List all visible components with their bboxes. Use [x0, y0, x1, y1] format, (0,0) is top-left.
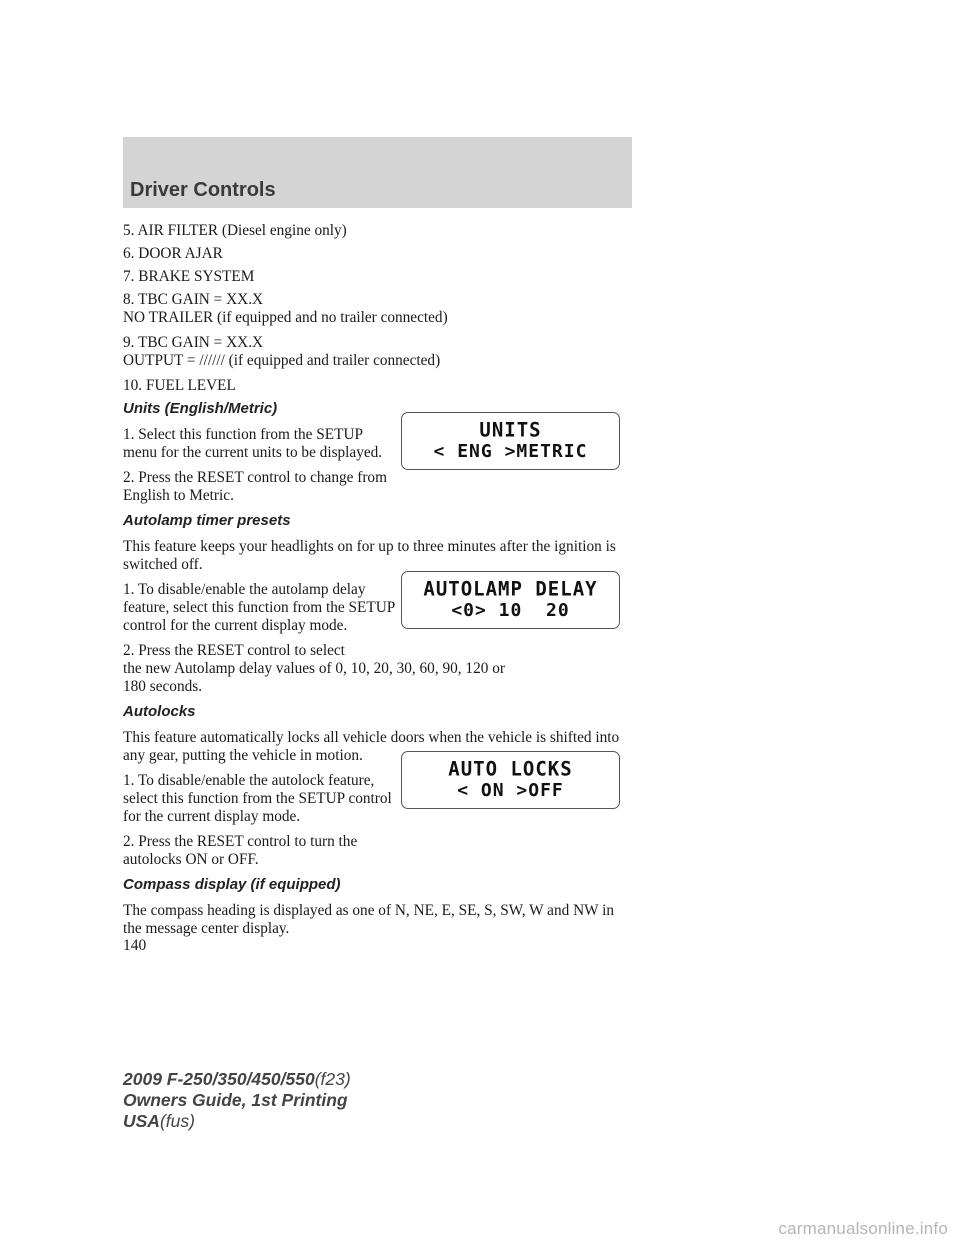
autolocks-display-line-2: < ON >OFF: [457, 780, 564, 801]
footer-model-code: (f23): [314, 1069, 351, 1089]
compass-heading: Compass display (if equipped): [123, 876, 341, 893]
units-display-line-1: UNITS: [479, 418, 542, 442]
units-step-2: 2. Press the RESET control to change from English to Metric.: [123, 469, 387, 504]
page-number: 140: [123, 937, 147, 954]
units-heading: Units (English/Metric): [123, 400, 278, 417]
autolamp-step-2-line-2: the new Autolamp delay values of 0, 10, 20, 30, 60, 90, 120 or: [123, 660, 505, 677]
footer-model: 2009 F-250/350/450/550: [123, 1069, 315, 1089]
list-item: 10. FUEL LEVEL: [123, 377, 236, 394]
list-item: 5. AIR FILTER (Diesel engine only): [123, 222, 347, 239]
autolamp-display-line-1: AUTOLAMP DELAY: [423, 577, 598, 601]
autolamp-display-illustration: [401, 571, 620, 629]
autolocks-intro: This feature automatically locks all vehicle doors when the vehicle is shifted into any gear, putting the vehicle in motion.: [123, 729, 620, 764]
autolamp-heading: Autolamp timer presets: [123, 512, 291, 529]
autolamp-intro: This feature keeps your headlights on for up to three minutes after the ignition is switched off.: [123, 538, 616, 573]
list-item: 6. DOOR AJAR: [123, 245, 223, 262]
list-item: 9. TBC GAIN = XX.X: [123, 334, 264, 351]
autolocks-display-illustration: [401, 751, 620, 809]
units-display-line-2: < ENG >METRIC: [433, 441, 588, 462]
list-item-detail: OUTPUT = ////// (if equipped and trailer connected): [123, 352, 441, 369]
autolamp-step-1: 1. To disable/enable the autolamp delay feature, select this function from the SETUP control for the current display mode.: [123, 581, 395, 634]
autolamp-display-line-2: <0> 10 20: [451, 600, 570, 621]
autolocks-step-2: 2. Press the RESET control to turn the autolocks ON or OFF.: [123, 833, 358, 868]
autolocks-heading: Autolocks: [123, 703, 196, 720]
compass-text: The compass heading is displayed as one of N, NE, E, SE, S, SW, W and NW in the message center display.: [123, 902, 615, 937]
list-item-detail: NO TRAILER (if equipped and no trailer connected): [123, 309, 448, 326]
list-item: 8. TBC GAIN = XX.X: [123, 291, 264, 308]
units-step-1: 1. Select this function from the SETUP menu for the current units to be displayed.: [123, 426, 383, 461]
units-display-illustration: [401, 412, 620, 470]
autolamp-step-2-line-1: 2. Press the RESET control to select: [123, 642, 345, 659]
footer-market: USA: [123, 1111, 160, 1131]
footer-printing-info: [123, 1069, 351, 1132]
section-title: Driver Controls: [130, 179, 276, 201]
list-item: 7. BRAKE SYSTEM: [123, 268, 255, 285]
section-header-band: [123, 137, 632, 208]
autolocks-display-line-1: AUTO LOCKS: [448, 757, 573, 781]
footer-market-code: (fus): [159, 1111, 195, 1131]
autolocks-step-1: 1. To disable/enable the autolock feature, select this function from the SETUP control for the current display mode.: [123, 772, 392, 825]
footer-edition: Owners Guide, 1st Printing: [123, 1090, 348, 1110]
autolamp-step-2-line-3: 180 seconds.: [123, 678, 203, 695]
watermark: carmanualsonline.info: [778, 1219, 948, 1238]
